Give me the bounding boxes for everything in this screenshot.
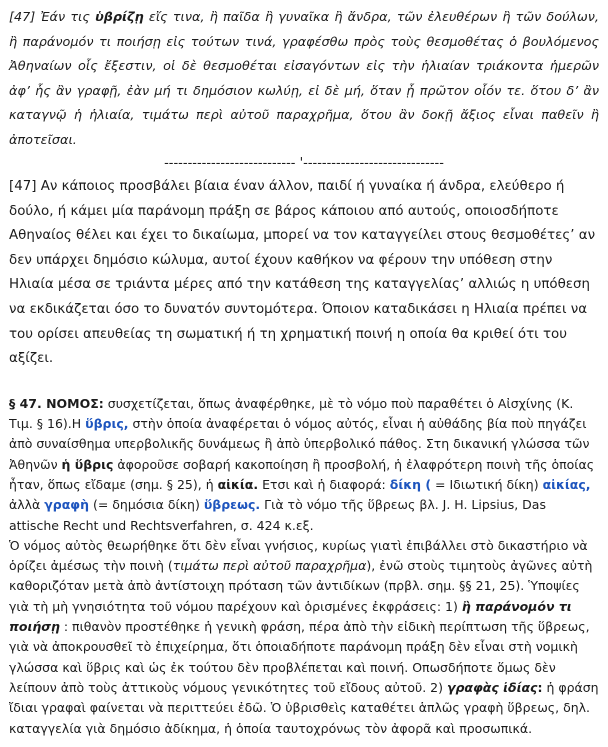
text-segment: στὴν ὁποία ἀναφέρεται ὁ νόμος αὐτός, εἶναι ἡ αὐθάδης βία ποὺ πηγάζει ἀπὸ συναίσθημα υπερβολικῆς δυνάμεως ἢ ἀπὸ ὑπερβολικό πάθος. Στη δικανική γλώσσα τῶν Ἀθηνῶν <box>9 416 590 472</box>
text-segment: : πιθανὸν προστέθηκε ἡ γενικὴ φράση, πέρα ἀπὸ τὴν εἰδικὴ περίπτωση τῆς ὕβρεως, γιὰ νὰ ἀποκρουσθεῖ τὸ ἐπιχείρημα, ὅτι ὁποιαδήποτε παράνομη πράξη δὲν εἶναι στὴ νομικὴ γλώσσα καὶ ὕβρις καὶ ὡς ἐκ τούτου δὲν προβλέπεται καὶ ποινή. Οπωσδήποτε ὅμως δὲν λείπουν ἀπὸ τοὺς ἀττικοὺς νόμους γενικότητες τοῦ εἴδους αὐτοῦ. 2) <box>9 619 590 695</box>
text-segment: [47] Αν κάποιος προσβάλει βίαια έναν άλλον, παιδί ή γυναίκα ή άνδρα, ελεύθερο ή δούλο, ή κάμει μία παράνομη πράξη σε βάρος κάποιου από αυτούς, οποιοσδήποτε Αθηναίος θέλει και έχει το δικαίωμα, μπορεί να τον καταγγείλει στους θεσμοθέτες’ αν δεν υπάρχει δημόσιο κώλυμα, αυτοί έχουν καθήκον να φέρουν την υπόθεση στην Ηλιαία μέσα σε τριάντα μέρες από την κατάθεση της καταγγελίας’ αλλιώς η υπόθεση να εκδικάζεται όσο το δυνατόν συντομότερα. Όποιον καταδικάσει η Ηλιαία πρέπει να του ορίσει απευθείας τη σωματική ή τη χρηματική ποινή η οποία θα κριθεί ότι του αξίζει. <box>9 179 596 367</box>
ancient-law-text <box>9 6 599 153</box>
text-segment: ), ἐνῶ στοὺς τιμητοὺς ἀγῶνες αὐτὴ καθοριζόταν μετὰ ἀπὸ ἀντίστοιχη πρόταση τῶν ἀντιδίκων (πρβλ. σημ. §§ 21, 25). Ὑποψίες γιὰ τὴ μὴ γνησιότητα τοῦ νόμου παρέχουν καὶ ὁρισμένες ἐκφράσεις: 1) <box>9 558 593 614</box>
text-segment: συσχετίζεται, ὅπως ἀναφέρθηκε, μὲ τὸ νόμο ποὺ παραθέτει ὁ Αἰσχίνης (Κ. Τιμ. § 16).Η <box>9 395 574 432</box>
text-segment: § 47. ΝΟΜΟΣ: <box>9 395 104 411</box>
text-segment: ὕβρις, <box>85 416 129 432</box>
text-segment: δίκη ( <box>389 476 432 492</box>
section-divider: ---------------------------- '------------------------------ <box>164 156 444 171</box>
text-segment: γραφὰς ἰδίας <box>446 679 538 695</box>
text-segment: εἴς τινα, ἢ παῖδα ἢ γυναῖκα ἢ ἄνδρα, τῶν ἐλευθέρων ἢ τῶν δούλων, ἢ παράνομόν τι ποιήσῃ εἰς τούτων τινά, γραφέσθω πρὸς τοὺς θεσμοθέτας ὁ βουλόμενος Ἀθηναίων οἷς ἔξεστιν, οἱ δὲ θεσμοθέται εἰσαγόντων εἰς τὴν ἡλιαίαν τριάκοντα ἡμερῶν ἀφ’ ἧς ἂν γραφῇ, ἐὰν μή τι δημόσιον κωλύῃ, εἰ δὲ μή, ὅταν ᾖ πρῶτον οἷόν τε. ὅτου δ’ ἂν καταγνῷ ἡ ἡλιαία, τιμάτω περὶ αὐτοῦ παραχρῆμα, ὅτου ἂν δοκῇ ἄξιος εἶναι παθεῖν ἢ ἀποτεῖσαι. <box>9 10 599 148</box>
text-segment: Γιὰ τὸ νόμο τῆς ὕβρεως βλ. J. H. Lipsius, Das attische Recht und Rechtsverfahren, σ. 424 κ.εξ. <box>9 497 546 533</box>
text-segment: (= δημόσια δίκη) <box>88 497 204 513</box>
text-segment: ἡ φράση ἴδιαι γραφαὶ φαίνεται νὰ περιττεύει ἐδῶ. Ὁ ὑβρισθεὶς καταθέτει ἁπλῶς γραφὴ ὕβρεως, δηλ. καταγγελία γιὰ δημόσιο ἀδίκημα, ἡ ὁποία ταυτοχρόνως τὸν ἀφορᾶ καὶ προσωπικά. <box>9 679 599 736</box>
text-segment: ὑβρίζῃ <box>95 10 144 25</box>
text-segment: : <box>537 679 543 695</box>
text-segment: Ετσι καὶ ἡ διαφορά: <box>258 476 390 492</box>
text-segment: = Ιδιωτική δίκη) <box>431 476 543 492</box>
text-segment: αἰκίας, <box>542 476 591 492</box>
text-segment: ἀφοροῦσε σοβαρή κακοποίηση ἢ προσβολή, ἡ ἐλαφρότερη ποινὴ τῆς ὁποίας ἦταν, ὅπως εἴδαμε (σημ. § 25), ἡ <box>9 456 595 492</box>
text-segment: Ὁ νόμος αὐτὸς θεωρήθηκε ὅτι δὲν εἶναι γνήσιος, κυρίως γιατὶ ἐπιβάλλει στὸ δικαστήριο νὰ ὁρίζει ἀμέσως τὴν ποινὴ ( <box>9 537 588 574</box>
text-segment: ὕβρεως. <box>203 497 261 513</box>
text-segment: ἡ ὕβρις <box>61 456 114 472</box>
text-segment: τιμάτω περὶ αὐτοῦ παραχρῆμα <box>172 558 367 574</box>
commentary-text <box>9 394 599 739</box>
text-segment: ἀλλὰ <box>9 497 45 513</box>
translation-text <box>9 175 599 372</box>
text-segment: ἢ παράνομόν τι ποιήσῃ <box>9 598 572 635</box>
text-segment: γραφὴ <box>44 497 89 513</box>
text-segment: [47] Ἐάν τις <box>9 10 96 25</box>
text-segment: αἰκία. <box>217 476 259 492</box>
